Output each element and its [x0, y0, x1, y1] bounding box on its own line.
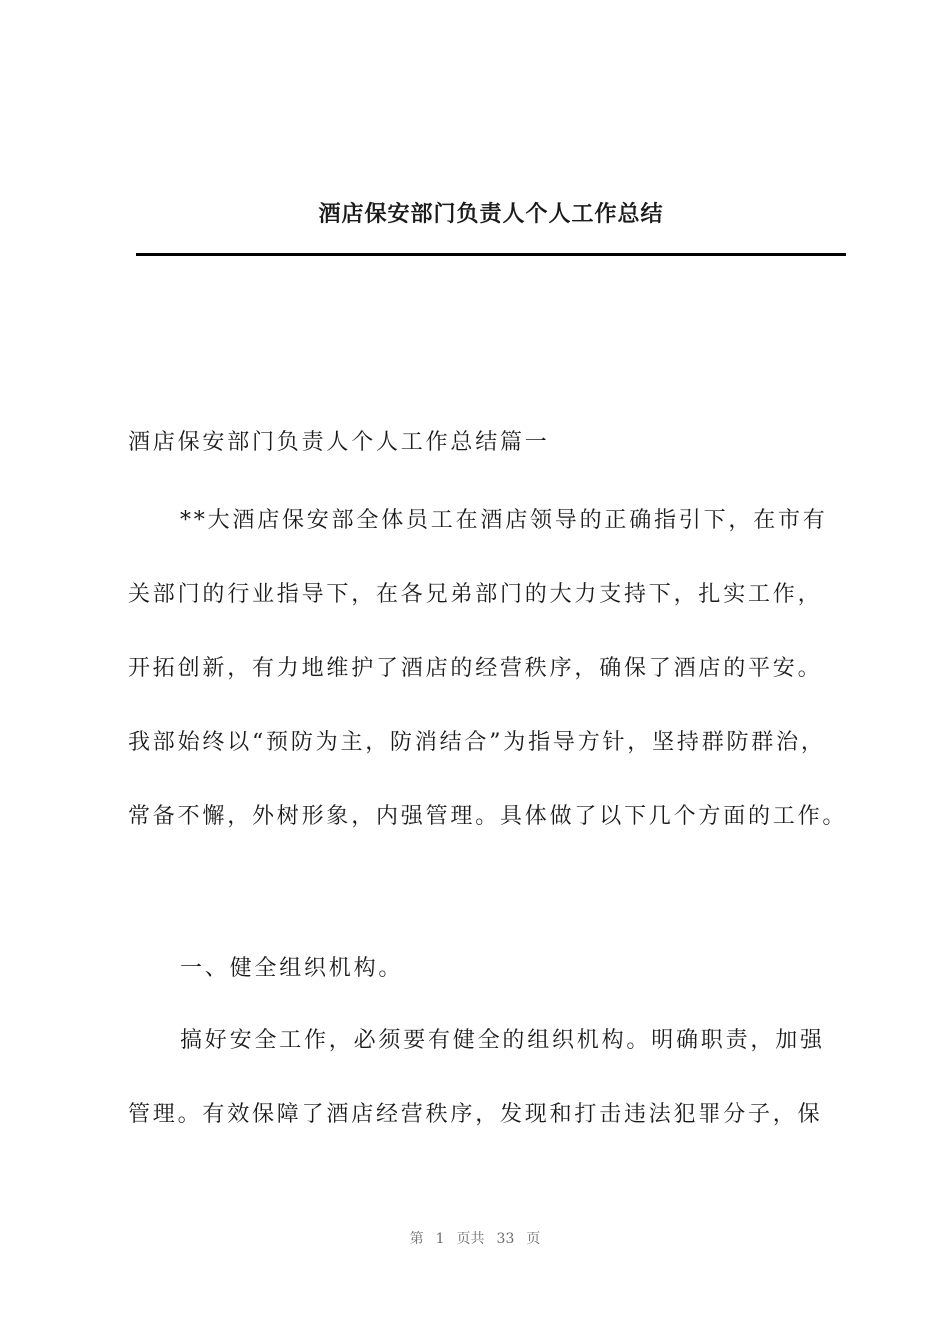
footer-prefix: 第 [409, 1231, 424, 1247]
paragraph-1-line-5: 常备不懈，外树形象，内强管理。具体做了以下几个方面的工作。 [128, 804, 848, 829]
footer-total-pages: 33 [496, 1231, 515, 1247]
section-heading: 酒店保安部门负责人个人工作总结篇一 [128, 430, 550, 455]
footer-suffix: 页 [526, 1231, 541, 1247]
title-divider [136, 253, 846, 256]
footer-current-page: 1 [435, 1231, 445, 1247]
page-footer [0, 1228, 950, 1248]
paragraph-1-line-4: 我部始终以“预防为主，防消结合”为指导方针，坚持群防群治， [128, 730, 826, 755]
paragraph-1-line-3: 开拓创新，有力地维护了酒店的经营秩序，确保了酒店的平安。 [128, 656, 823, 681]
page-title: 酒店保安部门负责人个人工作总结 [318, 201, 664, 227]
paragraph-1-line-2: 关部门的行业指导下，在各兄弟部门的大力支持下，扎实工作， [128, 582, 823, 607]
paragraph-2-line-2: 管理。有效保障了酒店经营秩序，发现和打击违法犯罪分子，保 [128, 1102, 823, 1127]
footer-middle: 页共 [456, 1231, 485, 1247]
subheading-1: 一、健全组织机构。 [180, 956, 404, 981]
paragraph-2-line-1: 搞好安全工作，必须要有健全的组织机构。明确职责，加强 [180, 1028, 825, 1053]
paragraph-1-line-1: **大酒店保安部全体员工在酒店领导的正确指引下，在市有 [180, 508, 828, 533]
